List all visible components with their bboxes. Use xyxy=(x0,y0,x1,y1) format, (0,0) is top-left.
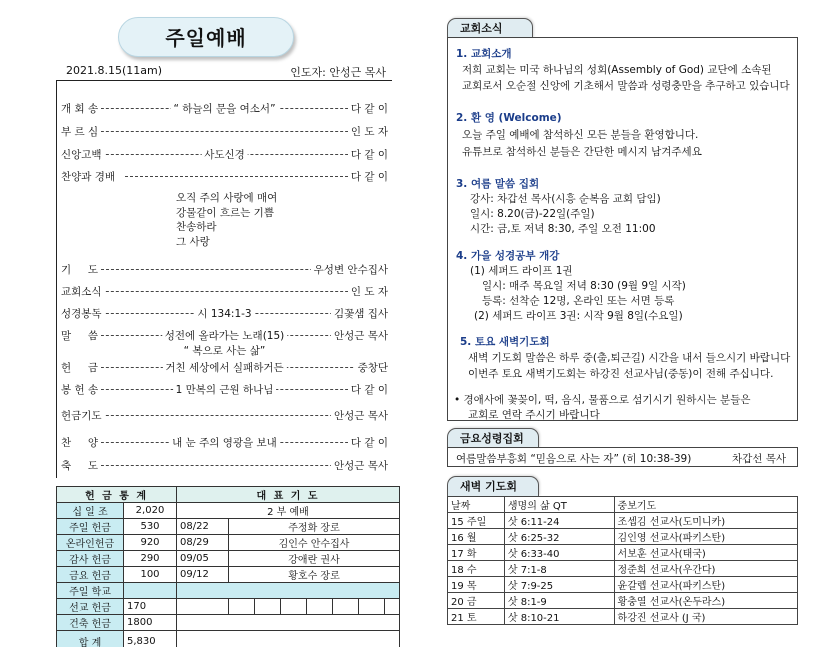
news-line: 일시: 8.20(금)-22일(주일) xyxy=(470,208,595,220)
column-header: 생명의 삶 QT xyxy=(504,497,614,513)
column-header: 중보기도 xyxy=(614,497,797,513)
offering-label: 감사 헌금 xyxy=(57,551,124,567)
service-meta xyxy=(56,63,392,81)
news-line: 유튜브로 참석하신 분들은 간단한 메시지 남겨주세요 xyxy=(462,146,702,158)
offering-amount: 290 xyxy=(124,551,177,567)
news-line: 일시: 매주 목요일 저녁 8:30 (9월 9일 시작) xyxy=(482,280,686,292)
table-row xyxy=(448,513,798,529)
offering-label: 건축 헌금 xyxy=(57,615,124,631)
table-cell: 서보훈 선교사(태국) xyxy=(614,545,797,561)
total-label: 합 계 xyxy=(57,631,124,647)
table-row xyxy=(448,593,798,609)
order-row: 부 르 심 인 도 자 xyxy=(61,126,388,138)
offering-amount: 170 xyxy=(124,599,177,615)
news-line: 저희 교회는 미국 하나님의 성회(Assembly of God) 교단에 소속된 xyxy=(462,64,772,76)
table-header-row xyxy=(448,497,798,513)
hymn-line: 그 사랑 xyxy=(176,235,210,248)
news-line: 교회로서 오순절 신앙에 기초해서 말씀과 성령충만을 추구하고 있습니다 xyxy=(462,80,790,92)
hymn-line: 강물같이 흐르는 기쁨 xyxy=(176,206,274,219)
table-cell: 황충열 선교사(온두라스) xyxy=(614,593,797,609)
table-cell: 16 월 xyxy=(448,529,505,545)
hymn-line: 찬송하라 xyxy=(176,221,217,233)
friday-service-box xyxy=(447,447,798,467)
table-row xyxy=(448,577,798,593)
table-cell: 김인영 선교사(파키스탄) xyxy=(614,529,797,545)
order-row: 말 씀 성전에 올라가는 노래(15) “ 복으로 사는 삶” 안성근 목사 xyxy=(61,330,388,357)
table-cell: 정준희 선교사(우간다) xyxy=(614,561,797,577)
table-cell: 20 금 xyxy=(448,593,505,609)
table-cell: 18 수 xyxy=(448,561,505,577)
order-row: 찬 양 내 눈 주의 영광을 보내 다 같 이 xyxy=(61,437,388,449)
offering-amount: 100 xyxy=(124,567,177,583)
order-of-worship xyxy=(56,81,392,478)
finance-table xyxy=(56,486,400,647)
offering-amount: 1800 xyxy=(124,615,177,631)
page-title: 주일예배 xyxy=(118,17,294,57)
news-line: 등록: 선착순 12명, 온라인 또는 서면 등록 xyxy=(482,295,675,307)
news-note: 교회로 연락 주시기 바랍니다 xyxy=(468,409,600,421)
order-row: 축 도 안성근 목사 xyxy=(61,460,388,472)
offering-label: 십 일 조 xyxy=(57,503,124,519)
news-note: • 경애사에 꽃꽂이, 떡, 음식, 물품으로 섬기시기 원하시는 분들은 xyxy=(454,394,751,406)
dawn-prayer-table xyxy=(447,496,798,625)
news-heading: 2. 환 영 (Welcome) xyxy=(456,112,562,124)
table-cell: 21 토 xyxy=(448,609,505,625)
column-header: 날짜 xyxy=(448,497,505,513)
news-line: 강사: 차갑선 목사(시흥 순복음 교회 담임) xyxy=(470,193,661,205)
prayer-header: 대 표 기 도 xyxy=(177,487,400,503)
tab-friday-service: 금요성령집회 xyxy=(447,428,539,448)
sermon-title: “ 복으로 사는 삶” xyxy=(183,345,266,357)
prayer-name: 주정화 장로 xyxy=(229,519,400,535)
order-row: 헌 금 거친 세상에서 실패하거든 중창단 xyxy=(61,362,388,374)
order-row: 신앙고백 사도신경 다 같 이 xyxy=(61,149,388,161)
table-cell: 19 목 xyxy=(448,577,505,593)
prayer-name: 황호수 장로 xyxy=(229,567,400,583)
friday-sermon: 여름말씀부흥회 “믿음으로 사는 자” (히 10:38-39) xyxy=(456,453,692,465)
offering-label: 선교 헌금 xyxy=(57,599,124,615)
offering-amount: 920 xyxy=(124,535,177,551)
news-line: (2) 세퍼드 라이프 3권: 시작 9월 8일(수요일) xyxy=(474,310,683,322)
offering-header: 헌 금 통 계 xyxy=(57,487,177,503)
prayer-date: 08/22 xyxy=(177,519,229,535)
hymn-line: 오직 주의 사랑에 매여 xyxy=(176,192,278,204)
order-row: 봉 헌 송 1 만복의 근원 하나님 다 같 이 xyxy=(61,384,388,396)
offering-amount: 530 xyxy=(124,519,177,535)
table-row xyxy=(448,545,798,561)
news-heading: 3. 여름 말씀 집회 xyxy=(456,178,540,190)
table-row xyxy=(448,609,798,625)
order-row: 찬양과 경배 다 같 이 xyxy=(61,171,388,183)
prayer-name: 강애란 권사 xyxy=(229,551,400,567)
table-cell: 윤갈렙 선교사(파키스탄) xyxy=(614,577,797,593)
service-leader: 인도자: 안성근 목사 xyxy=(290,66,386,79)
order-row: 개 회 송 “ 하늘의 문을 여소서” 다 같 이 xyxy=(61,103,388,115)
tab-dawn-prayer: 새벽 기도회 xyxy=(447,476,539,496)
table-cell: 삿 8:1-9 xyxy=(504,593,614,609)
table-cell: 삿 6:11-24 xyxy=(504,513,614,529)
table-cell: 삿 6:33-40 xyxy=(504,545,614,561)
prayer-empty-row xyxy=(177,583,400,599)
prayer-name: 김인수 안수집사 xyxy=(229,535,400,551)
news-line: 오늘 주일 예배에 참석하신 모든 분들을 환영합니다. xyxy=(462,129,699,141)
offering-label: 주일 헌금 xyxy=(57,519,124,535)
table-row xyxy=(448,529,798,545)
news-line: 시간: 금,토 저녁 8:30, 주일 오전 11:00 xyxy=(470,223,656,235)
table-row xyxy=(448,561,798,577)
prayer-service-title: 2 부 예배 xyxy=(177,503,400,519)
offering-label: 온라인헌금 xyxy=(57,535,124,551)
offering-amount: 2,020 xyxy=(124,503,177,519)
total-amount: 5,830 xyxy=(124,631,177,647)
news-line: 새벽 기도회 말씀은 하루 중(출,퇴근길) 시간을 내서 들으시기 바랍니다 xyxy=(468,352,791,364)
order-row: 성경봉독 시 134:1-3 김꽃샘 집사 xyxy=(61,308,388,320)
order-row: 기 도 우성변 안수집사 xyxy=(61,264,388,276)
news-heading: 1. 교회소개 xyxy=(456,48,512,60)
table-cell: 17 화 xyxy=(448,545,505,561)
table-cell: 조셉김 선교사(도미니카) xyxy=(614,513,797,529)
order-row: 헌금기도 안성근 목사 xyxy=(61,410,388,422)
service-date: 2021.8.15(11am) xyxy=(66,64,163,77)
prayer-date: 09/05 xyxy=(177,551,229,567)
order-row: 교회소식 인 도 자 xyxy=(61,286,388,298)
table-cell: 삿 7:1-8 xyxy=(504,561,614,577)
news-line: 이번주 토요 새벽기도회는 하강진 선교사님(중동)이 전해 주십니다. xyxy=(468,368,774,380)
tab-church-news: 교회소식 xyxy=(447,18,533,38)
offering-label: 주일 학교 xyxy=(57,583,124,599)
offering-amount xyxy=(124,583,177,599)
table-cell: 하강진 선교사 (J 국) xyxy=(614,609,797,625)
table-cell: 삿 6:25-32 xyxy=(504,529,614,545)
news-line: (1) 세퍼드 라이프 1권 xyxy=(470,265,573,277)
news-heading: 4. 가을 성경공부 개강 xyxy=(456,250,560,262)
church-news-box xyxy=(447,37,798,421)
table-cell: 삿 7:9-25 xyxy=(504,577,614,593)
prayer-date: 09/12 xyxy=(177,567,229,583)
news-heading: 5. 토요 새벽기도회 xyxy=(460,336,550,348)
offering-label: 금요 헌금 xyxy=(57,567,124,583)
table-cell: 삿 8:10-21 xyxy=(504,609,614,625)
friday-speaker: 차갑선 목사 xyxy=(732,453,787,465)
hymn-lyrics xyxy=(176,191,277,249)
prayer-date: 08/29 xyxy=(177,535,229,551)
table-cell: 15 주일 xyxy=(448,513,505,529)
